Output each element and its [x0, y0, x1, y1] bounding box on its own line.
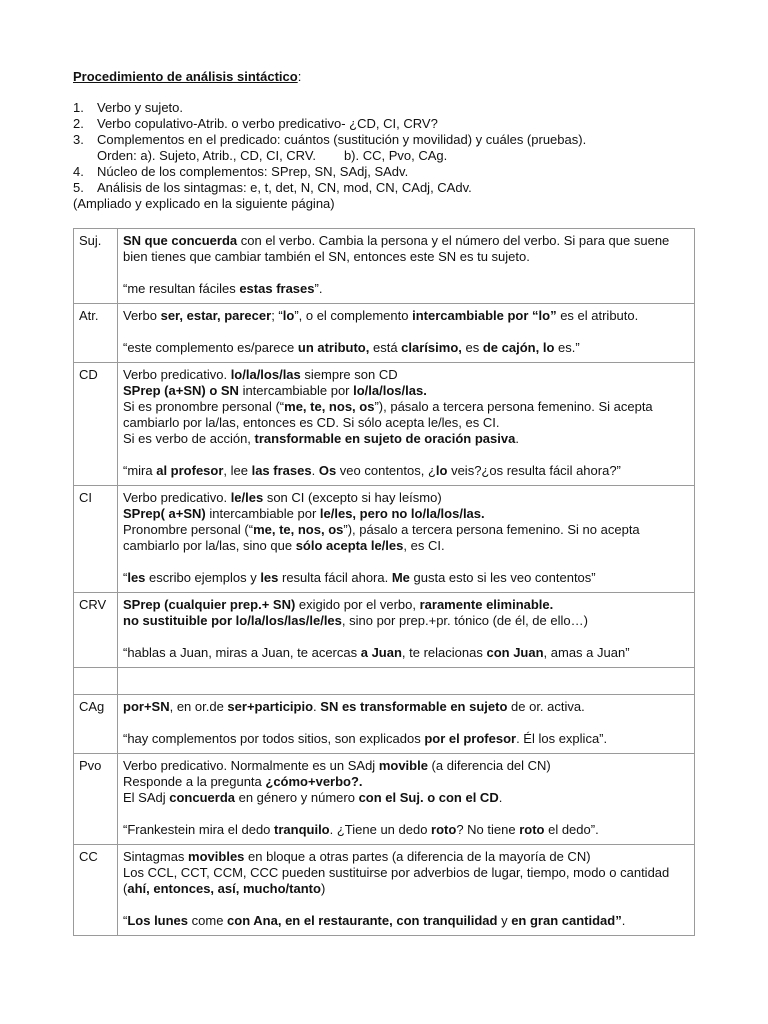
analysis-table: [73, 228, 695, 936]
step-number: 4.: [73, 164, 84, 179]
bold-text: movibles: [188, 849, 245, 864]
text: exigido por el verbo,: [295, 597, 420, 612]
row-label: Suj.: [74, 229, 118, 304]
table-row: [74, 754, 695, 845]
example-sentence: [123, 822, 689, 838]
text: .: [621, 913, 626, 928]
description-line: [123, 758, 689, 774]
example-sentence: [123, 463, 689, 479]
bold-text: SPrep (cualquier prep.+ SN): [123, 597, 296, 612]
bold-text: Me: [391, 570, 410, 585]
text: “: [123, 570, 128, 585]
bold-text: SN que concuerda: [123, 233, 238, 248]
step-text: Verbo y sujeto.: [97, 100, 183, 115]
row-description: [118, 304, 695, 363]
text: . ¿Tiene un dedo: [329, 822, 432, 837]
row-description: [118, 593, 695, 668]
text: son CI (excepto si hay leísmo): [263, 490, 442, 505]
bold-text: no sustituible por lo/la/los/las/le/les: [123, 613, 342, 628]
bold-text: roto: [431, 822, 457, 837]
step-text: (Ampliado y explicado en la siguiente página): [73, 196, 335, 211]
text: intercambiable por: [238, 383, 354, 398]
text: ? No tiene: [456, 822, 520, 837]
row-description: [118, 229, 695, 304]
bold-text: le/les, pero no lo/la/los/las.: [319, 506, 485, 521]
description-line: [123, 308, 689, 324]
bold-text: movible: [378, 758, 428, 773]
procedure-step: [73, 148, 713, 164]
text: ”, o el complemento: [294, 308, 413, 323]
example-sentence: [123, 570, 689, 586]
row-description: [118, 668, 695, 695]
text: , te relacionas: [401, 645, 487, 660]
text: , sino por prep.+pr. tónico (de él, de ello…): [341, 613, 588, 628]
bold-text: SN es transformable en sujeto: [320, 699, 508, 714]
bold-text: les: [260, 570, 279, 585]
description-line: [123, 613, 689, 629]
bold-text: lo/la/los/las.: [353, 383, 427, 398]
row-description: [118, 695, 695, 754]
text: “: [123, 913, 128, 928]
row-description: [118, 845, 695, 936]
row-description: [118, 486, 695, 593]
bold-text: me, te, nos, os: [284, 399, 375, 414]
text: El SAdj: [123, 790, 170, 805]
description-line: [123, 506, 689, 522]
step-text: Verbo copulativo-Atrib. o verbo predicativo- ¿CD, CI, CRV?: [97, 116, 438, 131]
table-row: [74, 695, 695, 754]
bold-text: lo: [282, 308, 295, 323]
text: veis?¿os resulta fácil ahora?”: [447, 463, 621, 478]
bold-text: por+SN: [123, 699, 170, 714]
table-row: [74, 668, 695, 695]
text: “me resultan fáciles: [123, 281, 240, 296]
text: ”.: [314, 281, 323, 296]
title-text: Procedimiento de análisis sintáctico: [73, 69, 298, 84]
step-text: Complementos en el predicado: cuántos (sustitución y movilidad) y cuáles (pruebas).: [97, 132, 587, 147]
bold-text: un atributo,: [297, 340, 370, 355]
text: .: [515, 431, 519, 446]
row-label: Atr.: [74, 304, 118, 363]
description-line: [123, 865, 689, 897]
text: , en or.de: [169, 699, 228, 714]
text: y: [497, 913, 512, 928]
bold-text: en gran cantidad”: [511, 913, 622, 928]
text: Verbo: [123, 308, 161, 323]
row-label: [74, 668, 118, 695]
text: , amas a Juan”: [543, 645, 630, 660]
bold-text: roto: [519, 822, 545, 837]
description-line: [123, 699, 689, 715]
bold-text: raramente eliminable.: [419, 597, 554, 612]
bold-text: clarísimo,: [401, 340, 462, 355]
procedure-step: [73, 100, 713, 116]
description-line: [123, 790, 689, 806]
text: Verbo predicativo. Normalmente es un SAdj: [123, 758, 379, 773]
text: está: [369, 340, 402, 355]
table-row: [74, 486, 695, 593]
text: “hay complementos por todos sitios, son explicados: [123, 731, 425, 746]
example-sentence: [123, 281, 689, 297]
table-row: [74, 593, 695, 668]
table-row: [74, 229, 695, 304]
text: come: [188, 913, 228, 928]
example-sentence: [123, 731, 689, 747]
table-row: [74, 304, 695, 363]
step-text: Orden: a). Sujeto, Atrib., CD, CI, CRV.: [97, 148, 316, 163]
bold-text: ahí, entonces, así, mucho/tanto: [127, 881, 321, 896]
row-label: CRV: [74, 593, 118, 668]
procedure-step: [73, 180, 713, 196]
text: Sintagmas: [123, 849, 189, 864]
text: (a diferencia del CN): [427, 758, 551, 773]
text: veo contentos, ¿: [336, 463, 436, 478]
procedure-step: [73, 132, 713, 148]
description-line: [123, 490, 689, 506]
bold-text: al profesor: [156, 463, 224, 478]
text: , lee: [223, 463, 252, 478]
text: intercambiable por: [205, 506, 320, 521]
text: es: [461, 340, 483, 355]
text: Verbo predicativo.: [123, 490, 231, 505]
text: Pronombre personal (“: [123, 522, 254, 537]
bold-text: Os: [318, 463, 337, 478]
text: , es CI.: [403, 538, 445, 553]
step-text: b). CC, Pvo, CAg.: [343, 148, 448, 163]
row-description: [118, 363, 695, 486]
text: .: [313, 699, 321, 714]
text: Verbo predicativo.: [123, 367, 231, 382]
text: ”), pásalo a tercera persona femenino. Si acepta cambiarlo por la/las, entonces es CD. Si sólo acepta le/les, es CI.: [123, 399, 653, 430]
bold-text: con Juan: [486, 645, 544, 660]
row-label: CI: [74, 486, 118, 593]
row-description: [118, 754, 695, 845]
bold-text: lo: [435, 463, 448, 478]
procedure-steps-list: [73, 100, 713, 212]
procedure-step: [73, 116, 713, 132]
row-label: CD: [74, 363, 118, 486]
text: escribo ejemplos y: [145, 570, 261, 585]
text: “Frankestein mira el dedo: [123, 822, 275, 837]
text: “hablas a Juan, miras a Juan, te acercas: [123, 645, 361, 660]
text: en género y número: [235, 790, 359, 805]
page-title: [73, 69, 301, 85]
text: .: [311, 463, 319, 478]
bold-text: SPrep( a+SN): [123, 506, 206, 521]
row-label: Pvo: [74, 754, 118, 845]
step-number: 5.: [73, 180, 84, 195]
text: ; “: [271, 308, 283, 323]
description-line: [123, 233, 689, 265]
step-text: Núcleo de los complementos: SPrep, SN, SAdj, SAdv.: [97, 164, 409, 179]
bold-text: concuerda: [169, 790, 235, 805]
bold-text: con Ana, en el restaurante, con tranquilidad: [227, 913, 498, 928]
bold-text: tranquilo: [274, 822, 330, 837]
bold-text: transformable en sujeto de oración pasiva: [254, 431, 516, 446]
text: ”), pásalo a tercera persona femenino. Si no acepta cambiarlo por la/las, sino que: [123, 522, 640, 553]
bold-text: Los lunes: [127, 913, 189, 928]
table-row: [74, 845, 695, 936]
text: . Él los explica”.: [516, 731, 608, 746]
row-label: CC: [74, 845, 118, 936]
text: Si es pronombre personal (“: [123, 399, 285, 414]
bold-text: con el Suj. o con el CD: [358, 790, 499, 805]
text: siempre son CD: [300, 367, 398, 382]
table-row: [74, 363, 695, 486]
text: ): [320, 881, 326, 896]
procedure-step: [73, 196, 713, 212]
text: el dedo”.: [544, 822, 599, 837]
bold-text: estas frases: [239, 281, 315, 296]
text: en bloque a otras partes (a diferencia de la mayoría de CN): [244, 849, 591, 864]
example-sentence: [123, 340, 689, 356]
bold-text: intercambiable por “lo”: [412, 308, 557, 323]
bold-text: lo/la/los/las: [230, 367, 301, 382]
text: con el verbo. Cambia la persona y el número del verbo. Si para que suene bien tienes que cambiar también el SN, entonces este SN es tu sujeto.: [123, 233, 670, 264]
step-number: 3.: [73, 132, 84, 147]
bold-text: las frases: [251, 463, 312, 478]
description-line: [123, 522, 689, 554]
text: “este complemento es/parece: [123, 340, 298, 355]
bold-text: de cajón,: [482, 340, 540, 355]
description-line: [123, 383, 689, 399]
bold-text: ¿cómo+verbo?.: [265, 774, 363, 789]
description-line: [123, 774, 689, 790]
example-sentence: [123, 645, 689, 661]
text: Si es verbo de acción,: [123, 431, 255, 446]
bold-text: por el profesor: [424, 731, 517, 746]
description-line: [123, 849, 689, 865]
step-number: 1.: [73, 100, 84, 115]
bold-text: ser+participio: [227, 699, 314, 714]
step-text: Análisis de los sintagmas: e, t, det, N, CN, mod, CN, CAdj, CAdv.: [97, 180, 472, 195]
row-label: CAg: [74, 695, 118, 754]
bold-text: SPrep (a+SN) o SN: [123, 383, 239, 398]
title-suffix: :: [297, 69, 302, 84]
text: resulta fácil ahora.: [278, 570, 392, 585]
bold-text: me, te, nos, os: [253, 522, 344, 537]
bold-text: sólo acepta le/les: [295, 538, 404, 553]
bold-text: ser, estar, parecer: [160, 308, 272, 323]
bold-text: le/les: [230, 490, 264, 505]
procedure-step: [73, 164, 713, 180]
description-line: [123, 399, 689, 431]
description-line: [123, 597, 689, 613]
text: Responde a la pregunta: [123, 774, 266, 789]
step-number: 2.: [73, 116, 84, 131]
text: gusta esto si les veo contentos”: [409, 570, 596, 585]
text: de or. activa.: [507, 699, 585, 714]
text: Los CCL, CCT, CCM, CCC pueden sustituirse por adverbios de lugar, tiempo, modo o cantidad (: [123, 865, 670, 896]
text: .: [498, 790, 503, 805]
text: es.”: [554, 340, 580, 355]
text: es el atributo.: [556, 308, 639, 323]
description-line: [123, 431, 689, 447]
bold-text: lo: [542, 340, 555, 355]
text: “mira: [123, 463, 157, 478]
description-line: [123, 367, 689, 383]
bold-text: a Juan: [360, 645, 402, 660]
example-sentence: [123, 913, 689, 929]
bold-text: les: [127, 570, 146, 585]
